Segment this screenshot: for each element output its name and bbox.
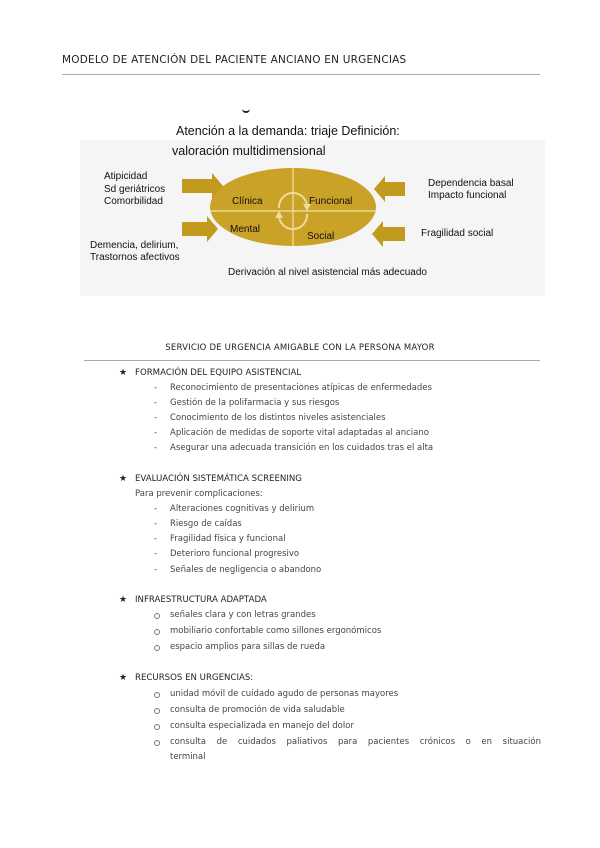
- dash-icon: -: [154, 504, 158, 514]
- dash-icon: -: [154, 549, 158, 559]
- page-title: MODELO DE ATENCIÓN DEL PACIENTE ANCIANO EN URGENCIAS: [62, 54, 407, 66]
- dash-icon: -: [154, 398, 158, 408]
- list-item: unidad móvil de cuidado agudo de personas mayores: [170, 689, 399, 699]
- list-item: Fragilidad física y funcional: [170, 534, 286, 544]
- star-icon: ★: [119, 474, 128, 484]
- list-item: consulta especializada en manejo del dolor: [170, 721, 354, 731]
- circle-bullet-icon: [154, 724, 160, 730]
- circle-bullet-icon: [154, 645, 160, 651]
- list-item: Asegurar una adecuada transición en los cuidados tras el alta: [170, 443, 434, 453]
- list-item: Alteraciones cognitivas y delirium: [170, 504, 315, 514]
- left-top-label-3: Comorbilidad: [104, 196, 163, 207]
- star-icon: ★: [119, 595, 128, 605]
- right-top-label-2: Impacto funcional: [428, 190, 507, 201]
- section-title: SERVICIO DE URGENCIA AMIGABLE CON LA PERSONA MAYOR: [165, 343, 435, 353]
- circle-bullet-icon: [154, 740, 160, 746]
- star-icon: ★: [119, 368, 128, 378]
- left-top-label-2: Sd geriátricos: [104, 184, 166, 195]
- right-top-label-1: Dependencia basal: [428, 178, 514, 189]
- left-bottom-label-1: Demencia, delirium,: [90, 240, 179, 251]
- quadrant-clinica: Clínica: [232, 196, 263, 207]
- diagram-bottom-label: Derivación al nivel asistencial más adecuado: [228, 267, 427, 278]
- quadrant-social: Social: [307, 231, 335, 242]
- diagram-title-line1: Atención a la demanda: triaje Definición:: [176, 124, 400, 138]
- list-item: espacio amplios para sillas de rueda: [170, 642, 326, 652]
- heading-infraestructura: INFRAESTRUCTURA ADAPTADA: [135, 595, 267, 605]
- list-item: Reconocimiento de presentaciones atípicas de enfermedades: [170, 383, 432, 393]
- list-item: Gestión de la polifarmacia y sus riesgos: [170, 398, 340, 408]
- list-item: Señales de negligencia o abandono: [170, 565, 322, 575]
- star-icon: ★: [119, 673, 128, 683]
- right-bottom-label: Fragilidad social: [421, 228, 494, 239]
- section-divider: [84, 360, 540, 361]
- dash-icon: -: [154, 443, 158, 453]
- list-item: Aplicación de medidas de soporte vital adaptadas al anciano: [170, 428, 429, 438]
- circle-bullet-icon: [154, 613, 160, 619]
- dash-icon: -: [154, 413, 158, 423]
- header-divider: [62, 74, 540, 75]
- heading-formacion: FORMACIÓN DEL EQUIPO ASISTENCIAL: [135, 368, 302, 378]
- dash-icon: -: [154, 565, 158, 575]
- list-item-continuation: terminal: [170, 752, 206, 762]
- left-bottom-label-2: Trastornos afectivos: [90, 252, 180, 263]
- heading-evaluacion: EVALUACIÓN SISTEMÁTICA SCREENING: [135, 474, 302, 484]
- circle-bullet-icon: [154, 692, 160, 698]
- list-item: consulta de promoción de vida saludable: [170, 705, 345, 715]
- dash-icon: -: [154, 534, 158, 544]
- dash-icon: -: [154, 519, 158, 529]
- circle-bullet-icon: [154, 708, 160, 714]
- diagram-title-line2: valoración multidimensional: [172, 144, 326, 158]
- list-item: Deterioro funcional progresivo: [170, 549, 300, 559]
- quadrant-funcional: Funcional: [309, 196, 353, 207]
- evaluacion-intro: Para prevenir complicaciones:: [135, 489, 263, 499]
- dash-icon: -: [154, 428, 158, 438]
- list-item: Riesgo de caídas: [170, 519, 242, 529]
- list-item: mobiliario confortable como sillones ergonómicos: [170, 626, 382, 636]
- quadrant-mental: Mental: [230, 224, 261, 235]
- circle-bullet-icon: [154, 629, 160, 635]
- left-top-label-1: Atipicidad: [104, 171, 148, 182]
- list-item: consulta de cuidados paliativos para pacientes crónicos o en situación: [170, 737, 541, 747]
- list-item: señales clara y con letras grandes: [170, 610, 316, 620]
- dash-icon: -: [154, 383, 158, 393]
- heading-recursos: RECURSOS EN URGENCIAS:: [135, 673, 254, 683]
- list-item: Conocimiento de los distintos niveles asistenciales: [170, 413, 386, 423]
